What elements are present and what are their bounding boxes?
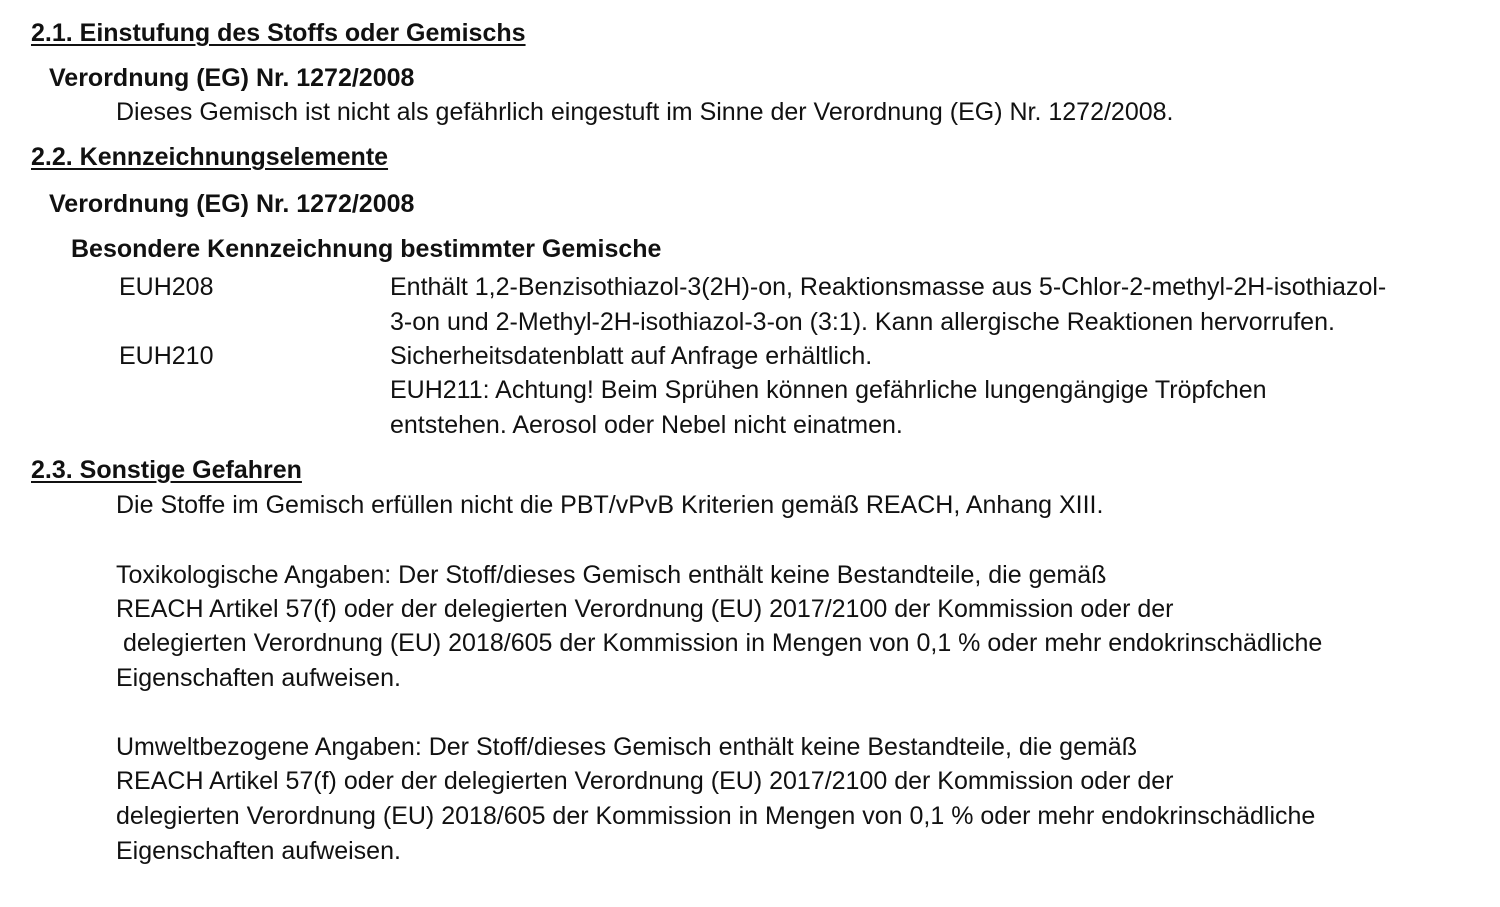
- tox-info-line: REACH Artikel 57(f) oder der delegierten Verordnung (EU) 2017/2100 der Kommission oder der: [116, 595, 1174, 623]
- special-labelling-heading: Besondere Kennzeichnung bestimmter Gemische: [71, 235, 662, 263]
- hazard-statement-line: Enthält 1,2-Benzisothiazol-3(2H)-on, Reaktionsmasse aus 5-Chlor-2-methyl-2H-isothiazol-: [390, 273, 1387, 301]
- section-2-2-heading: 2.2. Kennzeichnungselemente: [31, 143, 389, 171]
- section-2-1-text: Dieses Gemisch ist nicht als gefährlich eingestuft im Sinne der Verordnung (EG) Nr. 1272/2008.: [116, 98, 1174, 126]
- section-2-2-regulation: Verordnung (EG) Nr. 1272/2008: [49, 190, 415, 218]
- hazard-code: EUH210: [119, 342, 214, 370]
- env-info-line: Umweltbezogene Angaben: Der Stoff/dieses Gemisch enthält keine Bestandteile, die gemäß: [116, 733, 1137, 761]
- section-2-1-regulation: Verordnung (EG) Nr. 1272/2008: [49, 64, 415, 92]
- hazard-statement-line: entstehen. Aerosol oder Nebel nicht einatmen.: [390, 411, 903, 439]
- hazard-code: EUH208: [119, 273, 214, 301]
- pbt-statement: Die Stoffe im Gemisch erfüllen nicht die PBT/vPvB Kriterien gemäß REACH, Anhang XIII.: [116, 491, 1104, 519]
- tox-info-line: Toxikologische Angaben: Der Stoff/dieses Gemisch enthält keine Bestandteile, die gemäß: [116, 561, 1107, 589]
- tox-info-line: Eigenschaften aufweisen.: [116, 664, 401, 692]
- env-info-line: Eigenschaften aufweisen.: [116, 837, 401, 865]
- hazard-statement-line: 3-on und 2-Methyl-2H-isothiazol-3-on (3:1). Kann allergische Reaktionen hervorrufen.: [390, 308, 1335, 336]
- env-info-line: REACH Artikel 57(f) oder der delegierten Verordnung (EU) 2017/2100 der Kommission oder der: [116, 767, 1174, 795]
- env-info-line: delegierten Verordnung (EU) 2018/605 der Kommission in Mengen von 0,1 % oder mehr endokrinschädliche: [116, 802, 1316, 830]
- hazard-statement-line: EUH211: Achtung! Beim Sprühen können gefährliche lungengängige Tröpfchen: [390, 376, 1267, 404]
- tox-info-line: delegierten Verordnung (EU) 2018/605 der Kommission in Mengen von 0,1 % oder mehr endokrinschädliche: [116, 629, 1323, 657]
- section-2-3-heading: 2.3. Sonstige Gefahren: [31, 456, 302, 484]
- hazard-statement-line: Sicherheitsdatenblatt auf Anfrage erhältlich.: [390, 342, 873, 370]
- section-2-1-heading: 2.1. Einstufung des Stoffs oder Gemischs: [31, 19, 526, 47]
